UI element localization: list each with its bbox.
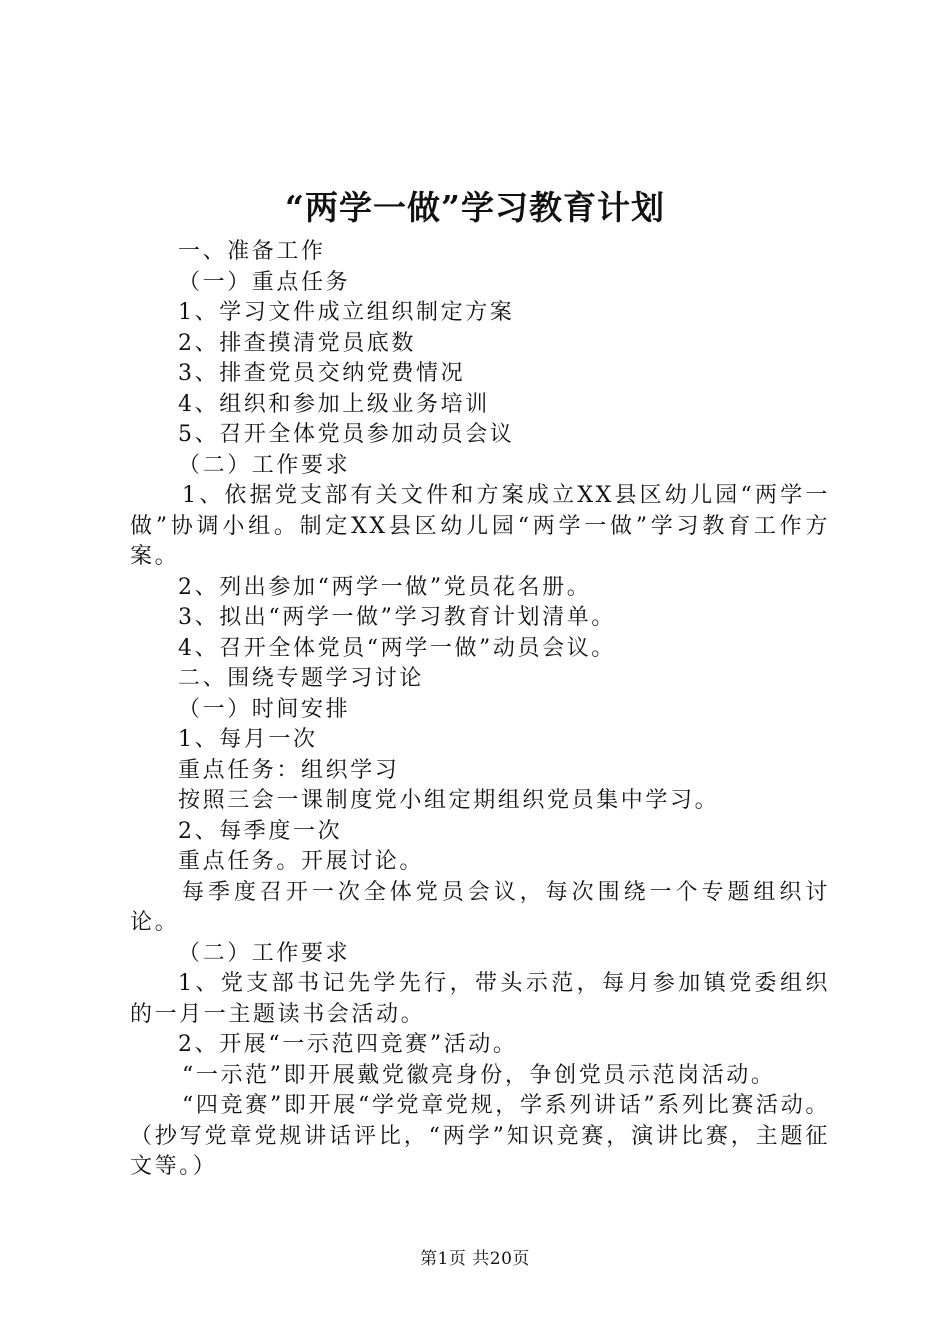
list-item: 1、每月一次 [178, 727, 318, 752]
paragraph: 1、依据党支部有关文件和方案成立XX县区幼儿园“两学一做”协调小组。制定XX县区幼儿园“两学一做”学习教育工作方案。 [130, 483, 830, 569]
heading-2: 二、围绕专题学习讨论 [178, 666, 425, 691]
list-item: 5、召开全体党员参加动员会议 [178, 422, 515, 447]
paragraph: 每季度召开一次全体党员会议，每次围绕一个专题组织讨论。 [130, 879, 830, 935]
list-item: 3、排查党员交纳党费情况 [178, 361, 466, 386]
document-body [130, 237, 830, 1183]
list-item: 4、组织和参加上级业务培训 [178, 391, 490, 417]
subheading: （一）时间安排 [178, 696, 351, 722]
list-item: 1、学习文件成立组织制定方案 [178, 300, 515, 325]
paragraph: 1、党支部书记先学先行，带头示范，每月参加镇党委组织的一月一主题读书会活动。 [130, 971, 830, 1027]
paragraph: 重点任务。开展讨论。 [178, 849, 425, 874]
paragraph: 重点任务：组织学习 [178, 757, 400, 783]
list-item: 3、拟出“两学一做”学习教育计划清单。 [178, 605, 616, 630]
list-item: 4、召开全体党员“两学一做”动员会议。 [178, 635, 616, 661]
paragraph: “四竞赛”即开展“学党章党规，学系列讲话”系列比赛活动。（抄写党章党规讲话评比，“两学”知识竞赛，演讲比赛，主题征文等。） [130, 1093, 830, 1179]
list-item: 2、开展“一示范四竞赛”活动。 [178, 1032, 518, 1057]
list-item: 2、列出参加“两学一做”党员花名册。 [178, 574, 592, 600]
heading-1: 一、准备工作 [178, 239, 326, 264]
page-number-footer: 第1页 共20页 [420, 1249, 530, 1269]
subheading: （一）重点任务 [178, 269, 351, 295]
list-item: 2、每季度一次 [178, 818, 343, 844]
document-title: “两学一做”学习教育计划 [285, 188, 665, 227]
subheading: （二）工作要求 [178, 452, 351, 478]
paragraph: “一示范”即开展戴党徽亮身份，争创党员示范岗活动。 [182, 1062, 776, 1088]
list-item: 2、排查摸清党员底数 [178, 330, 416, 356]
paragraph: 按照三会一课制度党小组定期组织党员集中学习。 [178, 788, 720, 813]
subheading: （二）工作要求 [178, 940, 351, 966]
